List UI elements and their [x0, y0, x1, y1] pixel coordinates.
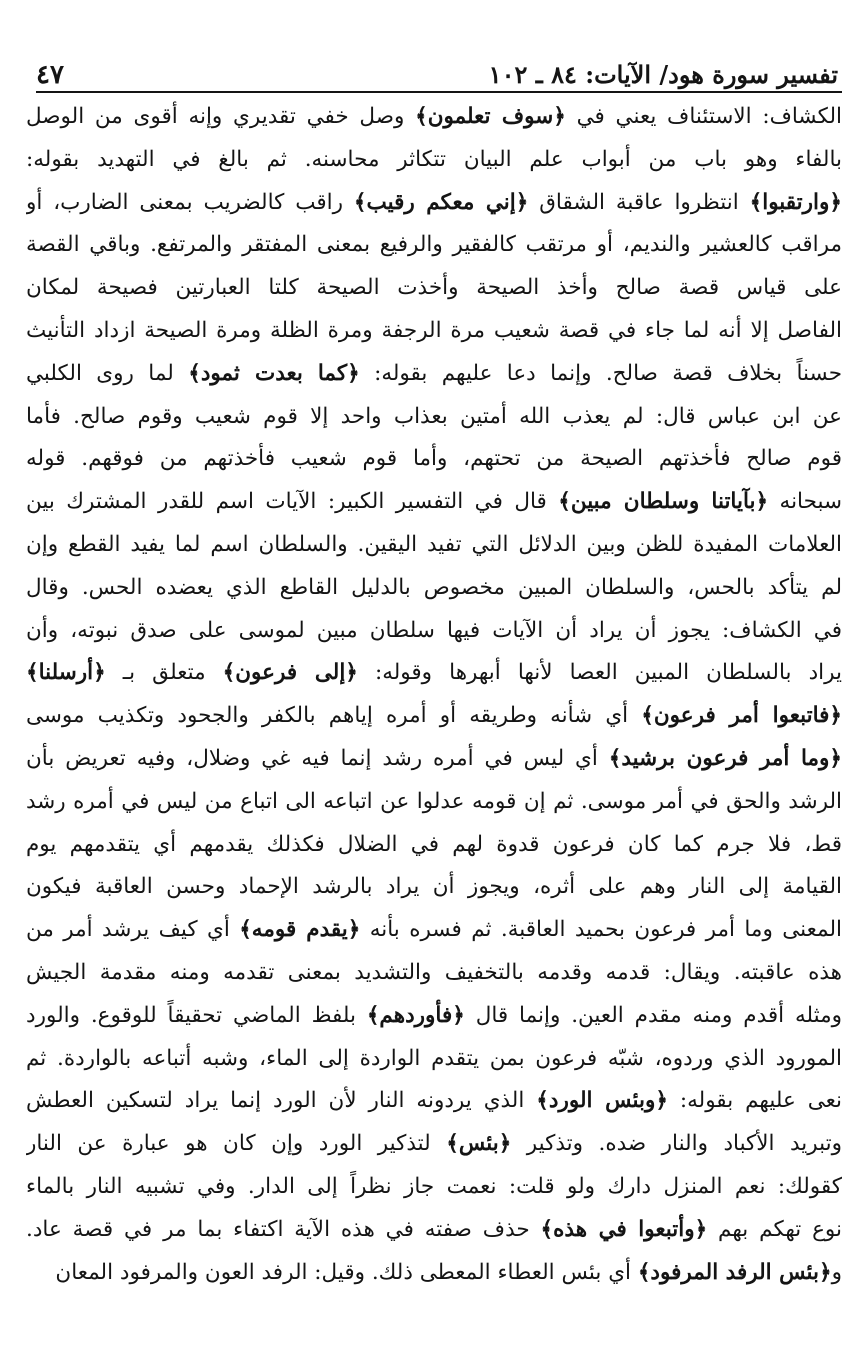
text-run: الفاصل إلا أنه لما جاء في قصة شعيب مرة الرجفة ومرة الظلة ومرة الصيحة ازداد التأنيث	[26, 317, 842, 343]
commentary-text	[26, 96, 842, 1294]
text-run: وصل خفي تقديري وإنه أقوى من الوصل	[26, 104, 416, 129]
text-run: بالفاء وهو باب من أبواب علم البيان تتكاثر محاسنه. ثم بالغ في التهديد بقوله:	[26, 146, 842, 172]
text-run: في الكشاف: يجوز أن يراد أن الآيات فيها سلطان مبين لموسى على صدق نبوته، وأن	[26, 617, 842, 643]
text-line	[26, 524, 842, 567]
text-run: الكشاف: الاستئناف يعني في	[565, 104, 842, 129]
text-run: نوع تهكم بهم	[707, 1216, 842, 1242]
text-line	[26, 1080, 842, 1123]
text-line	[26, 96, 842, 139]
text-line	[26, 995, 842, 1038]
text-line	[26, 952, 842, 995]
quran-quote: ﴿بئس﴾	[446, 1131, 512, 1157]
text-run: حسناً بخلاف قصة صالح. وإنما دعا عليهم بقوله:	[359, 360, 842, 386]
quran-quote: ﴿سوف تعلمون﴾	[415, 104, 566, 129]
text-run: يراد بالسلطان المبين العصا لأنها أبهرها وقوله:	[357, 660, 842, 686]
text-run: بلفظ الماضي تحقيقاً للوقوع. والورد	[26, 1002, 367, 1028]
quran-quote: ﴿فأوردهم﴾	[366, 1002, 465, 1028]
quran-quote: ﴿وبئس الورد﴾	[536, 1088, 668, 1114]
text-run: قط، فلا جرم كما كان فرعون قدوة لهم في الضلال فكذلك يقدمهم أي يتقدمهم يوم	[26, 831, 842, 857]
text-line	[26, 1209, 842, 1252]
text-run: قال في التفسير الكبير: الآيات اسم للقدر المشترك بين	[26, 489, 559, 515]
text-run: انتظروا عاقبة الشقاق	[528, 189, 750, 215]
running-header	[36, 50, 838, 90]
text-line	[26, 267, 842, 310]
text-line	[26, 824, 842, 867]
text-line	[26, 310, 842, 353]
text-run: و	[831, 1259, 842, 1285]
text-line	[26, 781, 842, 824]
text-run: عن ابن عباس قال: لم يعذب الله أمتين بعذاب واحد إلا قوم شعيب وقوم صالح. فأما	[26, 403, 842, 429]
text-line	[26, 695, 842, 738]
text-run: حذف صفته في هذه الآية اكتفاء بما مر في قصة عاد.	[26, 1216, 541, 1242]
quran-quote: ﴿بئس الرفد المرفود﴾	[637, 1259, 832, 1285]
text-line	[26, 866, 842, 909]
text-line	[26, 224, 842, 267]
text-run: المورود الذي وردوه، شبّه فرعون بمن يتقدم الواردة إلى الماء، وشبه أتباعه بالواردة. ثم	[26, 1045, 842, 1071]
text-run: راقب كالضريب بمعنى الضارب، أو	[26, 189, 354, 215]
text-run: لتذكير الورد وإن كان هو عبارة عن النار	[26, 1131, 447, 1157]
text-line	[26, 139, 842, 182]
quran-quote: ﴿وأتبعوا في هذه﴾	[540, 1216, 708, 1242]
quran-quote: ﴿أرسلنا﴾	[26, 660, 106, 686]
header-rule	[36, 91, 842, 93]
text-line	[26, 396, 842, 439]
text-line	[26, 182, 842, 225]
text-run: أي كيف يرشد أمر من	[26, 917, 240, 943]
text-run: كقولك: نعم المنزل دارك ولو قلت: نعمت جاز نظراً إلى الدار. وفي تشبيه النار بالماء	[26, 1173, 842, 1199]
text-run: وتبريد الأكباد والنار ضده. وتذكير	[511, 1131, 842, 1157]
text-run: المعنى وما أمر فرعون بحميد العاقبة. ثم فسره بأنه	[360, 917, 842, 943]
text-run: العلامات المفيدة للظن وبين الدلائل التي تفيد اليقين. والسلطان اسم لما يفيد القطع وإن	[26, 531, 842, 557]
running-title: تفسير سورة هود/ الآيات: ٨٤ ـ ١٠٢	[488, 60, 838, 89]
text-run: لما روى الكلبي	[26, 360, 189, 386]
quran-quote: ﴿إلى فرعون﴾	[222, 660, 358, 686]
text-run: متعلق بـ	[105, 660, 223, 686]
text-line	[26, 567, 842, 610]
text-run: هذه عاقبته. ويقال: قدمه وقدمه بالتخفيف والتشديد بمعنى تقدمه ومنه مقدمة الجيش	[26, 959, 842, 985]
text-run: أي بئس العطاء المعطى ذلك. وقيل: الرفد العون والمرفود المعان	[55, 1259, 638, 1285]
text-run: قوم صالح فأخذتهم الصيحة من تحتهم، وأما قوم شعيب فأخذتهم من فوقهم. قوله	[26, 446, 842, 472]
text-line	[26, 909, 842, 952]
quran-quote: ﴿بآياتنا وسلطان مبين﴾	[558, 489, 769, 515]
text-run: أي شأنه وطريقه أو أمره إياهم بالكفر والجحود وتكذيب موسى	[26, 703, 642, 729]
text-run: القيامة إلى النار وهم على أثره، ويجوز أن يراد بالرشد الإحماد وحسن العاقبة فيكون	[26, 874, 842, 900]
text-line	[26, 438, 842, 481]
text-run: الرشد والحق في أمر موسى. ثم إن قومه عدلوا عن اتباعه الى اتباع من ليس في أمره رشد	[26, 788, 842, 814]
page-number: ٤٧	[36, 60, 64, 90]
text-line	[26, 1252, 842, 1295]
text-run: ومثله أقدم ومنه مقدم العين. وإنما قال	[464, 1002, 842, 1028]
text-run: على قياس قصة صالح وأخذ الصيحة وأخذت الصيحة كلتا العبارتين فصيحة لمكان	[26, 275, 842, 301]
text-run: الذي يردونه النار لأن الورد إنما يراد لتسكين العطش	[26, 1088, 537, 1114]
text-line	[26, 353, 842, 396]
quran-quote: ﴿وارتقبوا﴾	[749, 189, 842, 215]
text-run: سبحانه	[768, 489, 842, 515]
text-run: نعى عليهم بقوله:	[667, 1088, 842, 1114]
text-line	[26, 481, 842, 524]
quran-quote: ﴿كما بعدت ثمود﴾	[188, 360, 360, 386]
quran-quote: ﴿وما أمر فرعون برشيد﴾	[608, 745, 842, 771]
text-line	[26, 610, 842, 653]
quran-quote: ﴿إني معكم رقيب﴾	[353, 189, 529, 215]
quran-quote: ﴿يقدم قومه﴾	[239, 917, 361, 943]
text-line	[26, 738, 842, 781]
text-line	[26, 652, 842, 695]
text-line	[26, 1038, 842, 1081]
text-run: مراقب كالعشير والنديم، أو مرتقب كالفقير والرفيع بمعنى المفتقر والمرتفع. وباقي القصة	[26, 232, 842, 258]
text-run: لم يتأكد بالحس، والسلطان المبين مخصوص بالدليل القاطع الذي يعضده الحس. وقال	[26, 574, 842, 600]
text-line	[26, 1166, 842, 1209]
text-line	[26, 1123, 842, 1166]
quran-quote: ﴿فاتبعوا أمر فرعون﴾	[641, 703, 842, 729]
text-run: أي ليس في أمره رشد إنما فيه غي وضلال، وفيه تعريض بأن	[26, 745, 609, 771]
